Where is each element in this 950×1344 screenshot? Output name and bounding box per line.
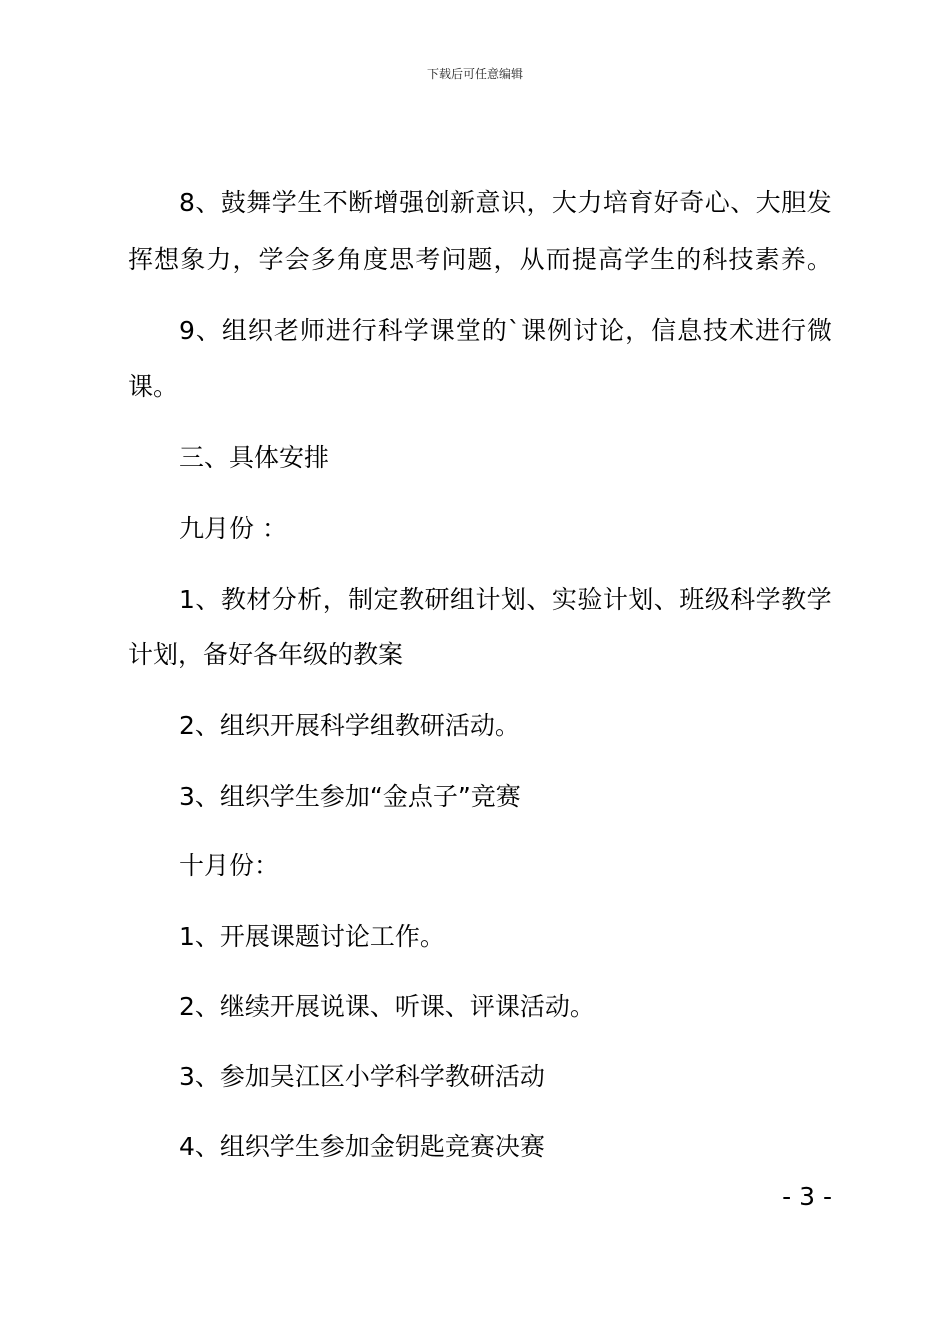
october-heading: 十月份： [179, 851, 280, 880]
september-item-1-line-1: 1 、 教 材 分 析 ， 制 定 教 研 组 计 划 、 实 验 计 划 、 班 级 科 学 教 学 [179, 585, 832, 614]
page-header: 下载后可任意编辑 [426, 67, 523, 81]
october-item-1: 1、开展课题讨论工作。 [179, 922, 445, 951]
paragraph-9-line-2: 课。 [128, 372, 179, 401]
paragraph-8-line-1: 8 、 鼓 舞 学 生 不 断 增 强 创 新 意 识 ， 大 力 培 育 好 奇 心 、 大 胆 发 [179, 188, 832, 217]
september-item-1-line-2: 计划，备好各年级的教案 [128, 640, 404, 669]
section-heading-3: 三、具体安排 [179, 443, 330, 472]
october-item-4: 4、组织学生参加金钥匙竞赛决赛 [179, 1132, 545, 1161]
september-item-2: 2、组织开展科学组教研活动。 [179, 711, 520, 740]
page-number: - 3 - [782, 1182, 832, 1211]
september-heading: 九月份 ： [179, 514, 287, 543]
paragraph-8-line-2: 挥 想 象 力 ， 学 会 多 角 度 思 考 问 题 ， 从 而 提 高 学 生 的 科 技 素 养 。 [128, 245, 832, 274]
october-item-2: 2、继续开展说课、听课、评课活动。 [179, 992, 595, 1021]
september-item-3: 3、组织学生参加“金点子”竞赛 [179, 782, 521, 811]
paragraph-9-line-1: 9 、 组 织 老 师 进 行 科 学 课 堂 的 ` 课 例 讨 论 ， 信 息 技 术 进 行 微 [179, 316, 832, 345]
october-item-3: 3、参加吴江区小学科学教研活动 [179, 1062, 545, 1091]
